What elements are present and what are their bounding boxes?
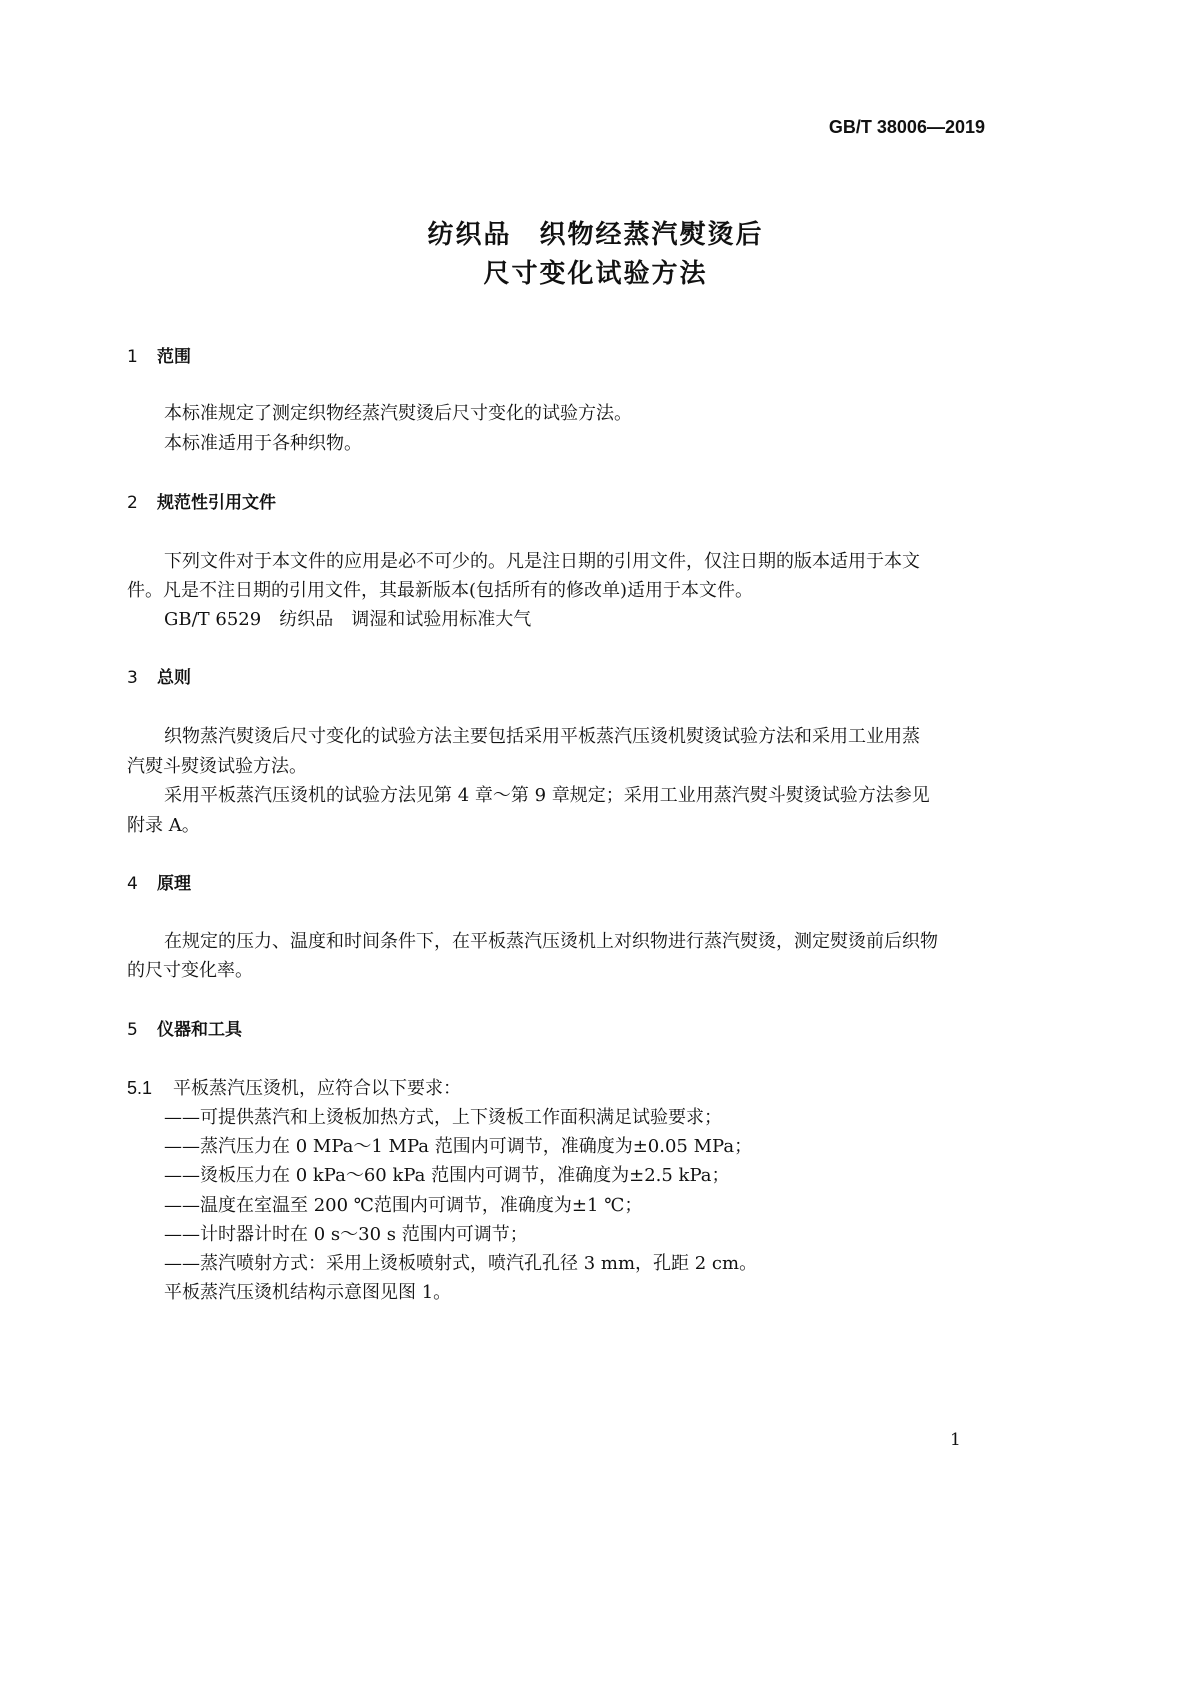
subclause-text: 平板蒸汽压烫机，应符合以下要求： [173,1078,461,1099]
paragraph-line: 本标准适用于各种织物。 [164,433,362,454]
section-number: 2 [127,493,138,513]
section-number: 1 [127,347,138,367]
document-title-line-1: 纺织品 织物经蒸汽熨烫后 [427,220,764,250]
section-heading-1 [127,345,191,369]
list-item: ——计时器计时在 0 s～30 s 范围内可调节； [164,1224,528,1245]
paragraph-line: 织物蒸汽熨烫后尺寸变化的试验方法主要包括采用平板蒸汽压烫机熨烫试验方法和采用工业用蒸 [164,726,920,747]
section-heading-5 [127,1018,242,1042]
paragraph-line: 下列文件对于本文件的应用是必不可少的。凡是注日期的引用文件，仅注日期的版本适用于本文 [164,551,920,572]
paragraph-line: 件。凡是不注日期的引用文件，其最新版本(包括所有的修改单)适用于本文件。 [127,580,754,601]
page-number: 1 [950,1430,961,1450]
section-number: 4 [127,874,138,894]
section-title: 仪器和工具 [157,1020,242,1040]
section-title: 规范性引用文件 [157,493,276,513]
paragraph-line: 附录 A。 [127,815,200,836]
paragraph-line: 汽熨斗熨烫试验方法。 [127,756,307,777]
section-heading-4 [127,872,191,896]
section-number: 3 [127,668,138,688]
list-item: ——蒸汽喷射方式：采用上烫板喷射式，喷汽孔孔径 3 mm，孔距 2 cm。 [164,1253,758,1274]
paragraph-line: 的尺寸变化率。 [127,960,253,981]
document-title-line-2: 尺寸变化试验方法 [483,259,708,289]
list-item: ——温度在室温至 200 ℃范围内可调节，准确度为±1 ℃； [164,1195,643,1216]
section-heading-3 [127,666,191,690]
section-heading-2 [127,491,276,515]
paragraph-line: 平板蒸汽压烫机结构示意图见图 1。 [164,1282,452,1303]
section-title: 总则 [157,668,191,688]
section-title: 原理 [157,874,191,894]
list-item: ——蒸汽压力在 0 MPa～1 MPa 范围内可调节，准确度为±0.05 MPa； [164,1136,753,1157]
subclause-number: 5.1 [127,1078,153,1098]
standard-number: GB/T 38006—2019 [828,117,985,137]
paragraph-line: 本标准规定了测定织物经蒸汽熨烫后尺寸变化的试验方法。 [164,403,632,424]
subclause-5-1 [127,1076,461,1101]
paragraph-line: 在规定的压力、温度和时间条件下，在平板蒸汽压烫机上对织物进行蒸汽熨烫，测定熨烫前后织物 [164,931,938,952]
normative-reference: GB/T 6529 纺织品 调湿和试验用标准大气 [164,609,532,630]
section-title: 范围 [157,347,191,367]
paragraph-line: 采用平板蒸汽压烫机的试验方法见第 4 章～第 9 章规定；采用工业用蒸汽熨斗熨烫试验方法参见 [164,785,930,806]
list-item: ——烫板压力在 0 kPa～60 kPa 范围内可调节，准确度为±2.5 kPa； [164,1165,730,1186]
list-item: ——可提供蒸汽和上烫板加热方式，上下烫板工作面积满足试验要求； [164,1107,722,1128]
section-number: 5 [127,1020,138,1040]
